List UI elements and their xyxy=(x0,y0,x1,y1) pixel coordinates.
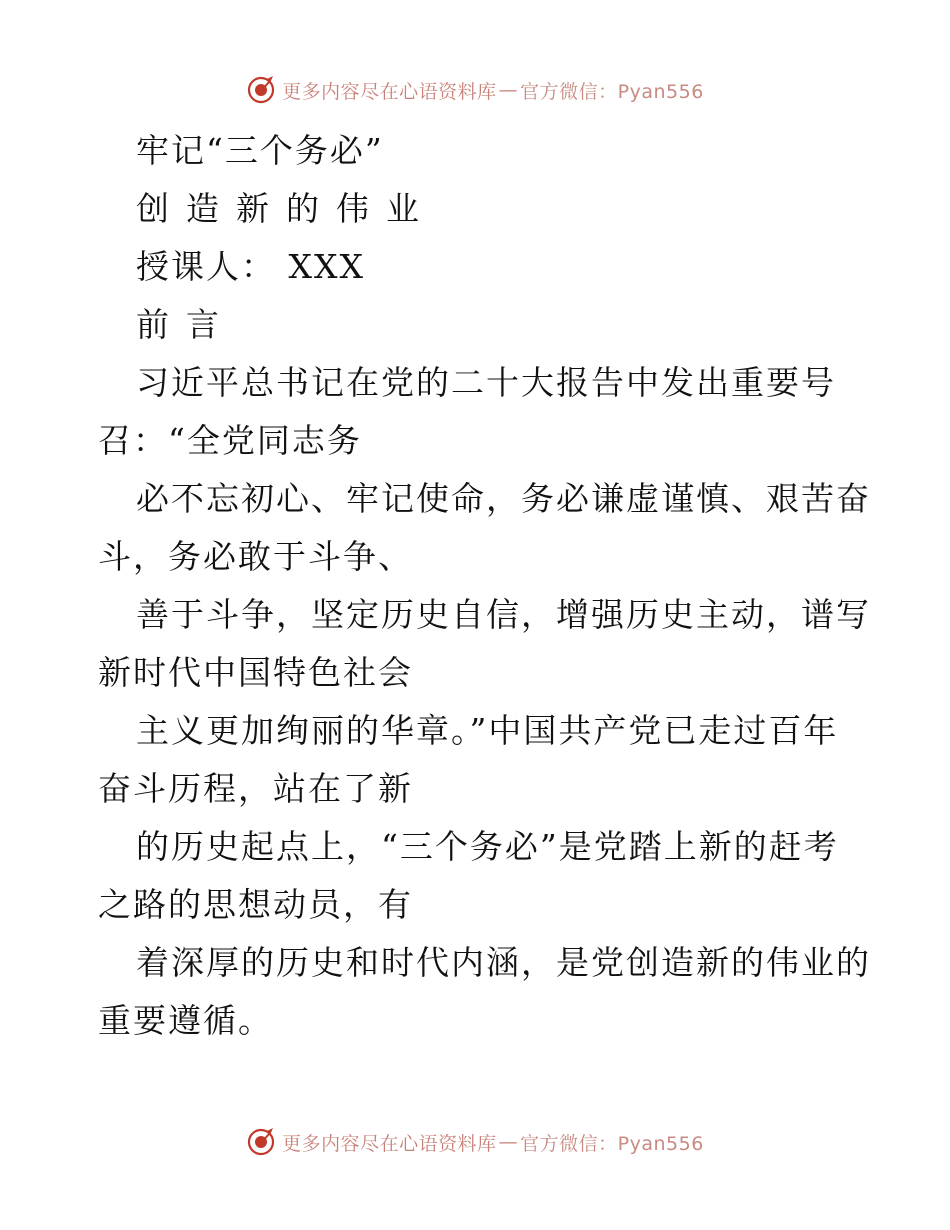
body-line: 召：“全党同志务 xyxy=(98,421,362,460)
quill-seal-icon xyxy=(246,75,276,105)
doc-title-line-1: 牢记“三个务必” xyxy=(136,131,384,170)
body-line: 着深厚的历史和时代内涵，是党创造新的伟业的 xyxy=(136,943,871,982)
watermark-contact: 官方微信：Pyan556 xyxy=(520,1132,704,1155)
watermark-dash: — xyxy=(498,1131,519,1153)
document-body xyxy=(98,122,871,1050)
watermark-text: 更多内容尽在心语资料库 xyxy=(282,80,497,103)
body-line: 习近平总书记在党的二十大报告中发出重要号 xyxy=(136,363,836,402)
body-line: 必不忘初心、牢记使命，务必谦虚谨慎、艰苦奋 xyxy=(136,479,871,518)
body-line: 主义更加绚丽的华章。”中国共产党已走过百年 xyxy=(136,711,839,750)
section-heading: 前言 xyxy=(136,305,236,344)
body-line: 之路的思想动员，有 xyxy=(98,885,413,924)
lecturer-line: 授课人： XXX xyxy=(136,247,365,286)
doc-title-line-2: 创造新的伟业 xyxy=(136,189,436,228)
quill-seal-icon xyxy=(246,1127,276,1157)
body-line: 重要遵循。 xyxy=(98,1001,273,1040)
body-line: 斗，务必敢于斗争、 xyxy=(98,537,413,576)
watermark-contact: 官方微信：Pyan556 xyxy=(520,80,704,103)
watermark-dash: — xyxy=(498,79,519,101)
body-line: 的历史起点上，“三个务必”是党踏上新的赶考 xyxy=(136,827,839,866)
body-line: 善于斗争，坚定历史自信，增强历史主动，谱写 xyxy=(136,595,871,634)
header-watermark xyxy=(0,70,950,110)
footer-watermark xyxy=(0,1122,950,1162)
watermark-text: 更多内容尽在心语资料库 xyxy=(282,1132,497,1155)
body-line: 新时代中国特色社会 xyxy=(98,653,413,692)
body-line: 奋斗历程，站在了新 xyxy=(98,769,413,808)
